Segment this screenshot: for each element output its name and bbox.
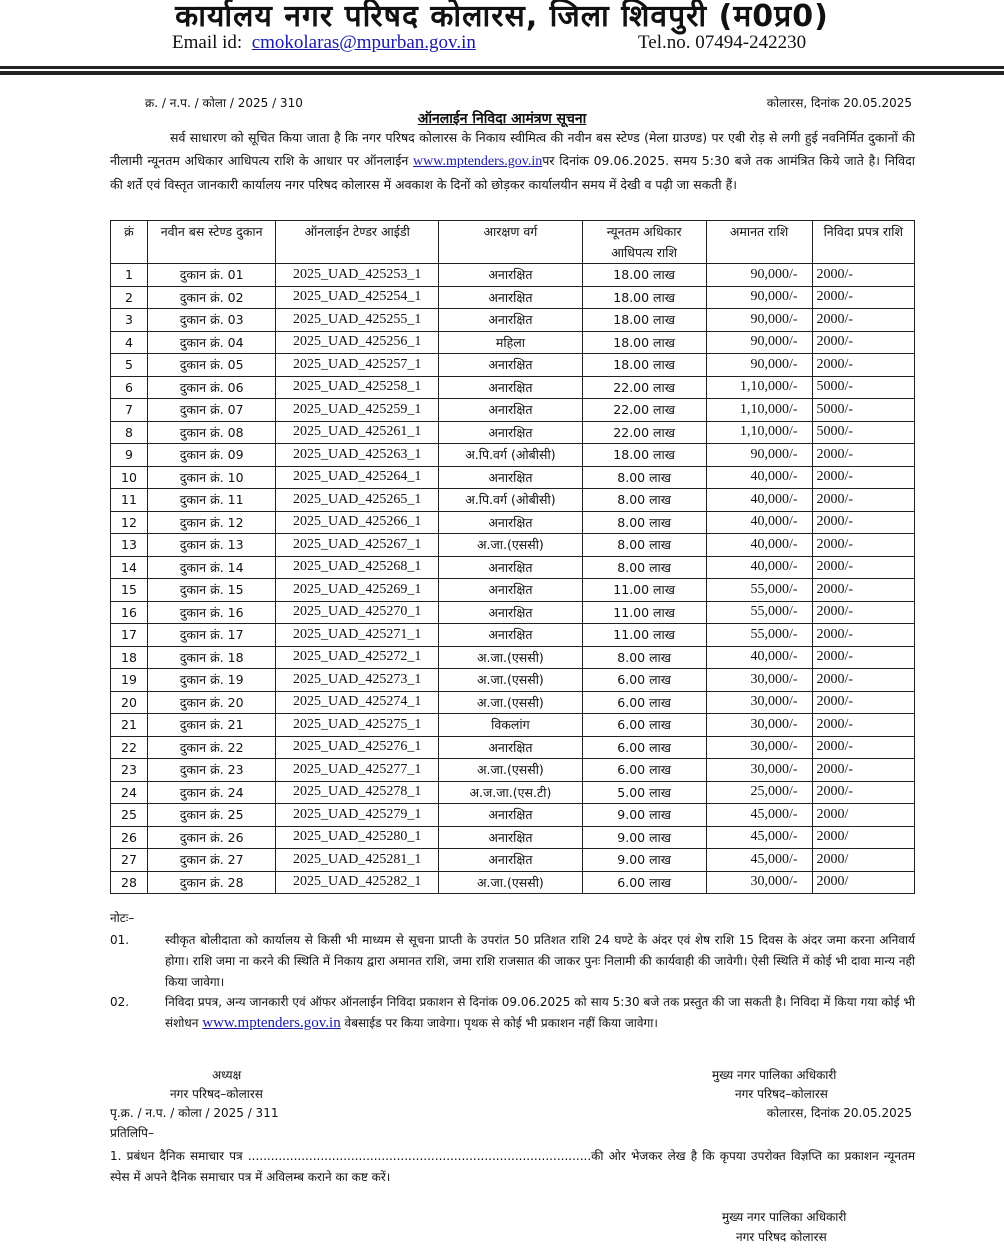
shop-cell: दुकान क्रं. 05	[147, 354, 275, 377]
category-cell: अ.जा.(एससी)	[439, 759, 583, 782]
tender-id-cell: 2025_UAD_425281_1	[276, 849, 439, 872]
serial-cell: 2	[111, 286, 148, 309]
serial-cell: 4	[111, 331, 148, 354]
tender-id-cell: 2025_UAD_425268_1	[276, 556, 439, 579]
tender-id-cell: 2025_UAD_425270_1	[276, 601, 439, 624]
serial-cell: 6	[111, 376, 148, 399]
category-cell: अ.जा.(एससी)	[439, 691, 583, 714]
form-fee-cell: 2000/-	[812, 759, 914, 782]
table-row	[111, 849, 915, 872]
shop-cell: दुकान क्रं. 06	[147, 376, 275, 399]
form-fee-cell: 2000/	[812, 849, 914, 872]
min-amount-cell: 22.00 लाख	[582, 399, 706, 422]
final-signatory-title: मुख्य नगर पालिका अधिकारी	[722, 1210, 847, 1224]
table-row	[111, 444, 915, 467]
tender-id-cell: 2025_UAD_425264_1	[276, 466, 439, 489]
category-cell: अनारक्षित	[439, 286, 583, 309]
form-fee-cell: 2000/-	[812, 601, 914, 624]
column-header: निविदा प्रपत्र राशि	[812, 221, 914, 264]
form-fee-cell: 2000/	[812, 871, 914, 894]
form-fee-cell: 2000/-	[812, 466, 914, 489]
shop-cell: दुकान क्रं. 21	[147, 714, 275, 737]
serial-cell: 19	[111, 669, 148, 692]
min-amount-cell: 6.00 लाख	[582, 871, 706, 894]
deposit-cell: 90,000/-	[706, 444, 812, 467]
category-cell: अनारक्षित	[439, 421, 583, 444]
table-row	[111, 871, 915, 894]
category-cell: अ.पि.वर्ग (ओबीसी)	[439, 489, 583, 512]
table-row	[111, 804, 915, 827]
serial-cell: 16	[111, 601, 148, 624]
chairman-office: नगर परिषद–कोलारस	[170, 1087, 263, 1101]
form-fee-cell: 2000/-	[812, 556, 914, 579]
table-row	[111, 286, 915, 309]
serial-cell: 27	[111, 849, 148, 872]
tender-id-cell: 2025_UAD_425277_1	[276, 759, 439, 782]
shop-cell: दुकान क्रं. 27	[147, 849, 275, 872]
telephone: Tel.no. 07494-242230	[638, 32, 807, 53]
tender-site-link[interactable]: www.mptenders.gov.in	[413, 154, 543, 169]
min-amount-cell: 8.00 लाख	[582, 466, 706, 489]
table-row	[111, 826, 915, 849]
form-fee-cell: 2000/-	[812, 354, 914, 377]
table-row	[111, 534, 915, 557]
deposit-cell: 1,10,000/-	[706, 376, 812, 399]
shop-cell: दुकान क्रं. 03	[147, 309, 275, 332]
category-cell: अनारक्षित	[439, 399, 583, 422]
column-header: नवीन बस स्टेण्ड दुकान	[147, 221, 275, 264]
min-amount-cell: 9.00 लाख	[582, 849, 706, 872]
serial-cell: 12	[111, 511, 148, 534]
table-row	[111, 331, 915, 354]
min-amount-cell: 8.00 लाख	[582, 646, 706, 669]
form-fee-cell: 2000/-	[812, 309, 914, 332]
tender-id-cell: 2025_UAD_425273_1	[276, 669, 439, 692]
min-amount-cell: 18.00 लाख	[582, 354, 706, 377]
column-header: न्यूनतम अधिकार आधिपत्य राशि	[582, 221, 706, 264]
serial-cell: 25	[111, 804, 148, 827]
category-cell: अनारक्षित	[439, 354, 583, 377]
table-row	[111, 646, 915, 669]
note-1-number: 01.	[110, 933, 130, 947]
final-signatory-office: नगर परिषद कोलारस	[736, 1230, 827, 1244]
intro-text: सर्व साधारण को सूचित किया जाता है कि नगर परिषद कोलारस के निकाय स्वीमित्व की नवीन बस स्टेण्ड (मेला ग्राउण्ड) पर एबी रोड़ से लगी हुई नवनिर्मित दुकानों की नीलामी न्यूनतम अधिकार आधिपत्य राशि के आधार पर ऑनलाईन	[110, 130, 915, 168]
min-amount-cell: 9.00 लाख	[582, 804, 706, 827]
serial-cell: 21	[111, 714, 148, 737]
deposit-cell: 30,000/-	[706, 669, 812, 692]
copy-ref-number: पृ.क्र. / न.प. / कोला / 2025 / 311	[110, 1106, 279, 1120]
deposit-cell: 55,000/-	[706, 624, 812, 647]
serial-cell: 18	[111, 646, 148, 669]
form-fee-cell: 2000/-	[812, 331, 914, 354]
deposit-cell: 30,000/-	[706, 736, 812, 759]
shop-cell: दुकान क्रं. 26	[147, 826, 275, 849]
table-row	[111, 376, 915, 399]
form-fee-cell: 2000/	[812, 826, 914, 849]
serial-cell: 1	[111, 264, 148, 287]
shop-cell: दुकान क्रं. 09	[147, 444, 275, 467]
form-fee-cell: 2000/-	[812, 624, 914, 647]
form-fee-cell: 2000/-	[812, 579, 914, 602]
deposit-cell: 90,000/-	[706, 354, 812, 377]
shop-cell: दुकान क्रं. 15	[147, 579, 275, 602]
tender-id-cell: 2025_UAD_425257_1	[276, 354, 439, 377]
tender-id-cell: 2025_UAD_425266_1	[276, 511, 439, 534]
note-2-number: 02.	[110, 995, 130, 1009]
serial-cell: 10	[111, 466, 148, 489]
serial-cell: 28	[111, 871, 148, 894]
category-cell: अनारक्षित	[439, 601, 583, 624]
tender-id-cell: 2025_UAD_425256_1	[276, 331, 439, 354]
column-header: ऑनलाईन टेण्डर आईडी	[276, 221, 439, 264]
table-row	[111, 556, 915, 579]
shop-cell: दुकान क्रं. 10	[147, 466, 275, 489]
category-cell: अ.जा.(एससी)	[439, 646, 583, 669]
tender-id-cell: 2025_UAD_425280_1	[276, 826, 439, 849]
min-amount-cell: 22.00 लाख	[582, 421, 706, 444]
notes-label: नोटः–	[110, 911, 135, 925]
shop-cell: दुकान क्रं. 18	[147, 646, 275, 669]
deposit-cell: 45,000/-	[706, 826, 812, 849]
deposit-cell: 40,000/-	[706, 511, 812, 534]
table-row	[111, 579, 915, 602]
table-row	[111, 511, 915, 534]
shop-cell: दुकान क्रं. 16	[147, 601, 275, 624]
shop-cell: दुकान क्रं. 14	[147, 556, 275, 579]
min-amount-cell: 5.00 लाख	[582, 781, 706, 804]
table-row	[111, 309, 915, 332]
min-amount-cell: 6.00 लाख	[582, 691, 706, 714]
min-amount-cell: 6.00 लाख	[582, 736, 706, 759]
category-cell: अ.पि.वर्ग (ओबीसी)	[439, 444, 583, 467]
category-cell: अनारक्षित	[439, 376, 583, 399]
category-cell: अनारक्षित	[439, 511, 583, 534]
deposit-cell: 30,000/-	[706, 759, 812, 782]
notice-title: ऑनलाईन निविदा आमंत्रण सूचना	[417, 111, 587, 127]
note-tender-site-link[interactable]: www.mptenders.gov.in	[202, 1015, 341, 1031]
header-rule	[0, 71, 1004, 75]
shop-cell: दुकान क्रं. 02	[147, 286, 275, 309]
serial-cell: 8	[111, 421, 148, 444]
serial-cell: 22	[111, 736, 148, 759]
shop-cell: दुकान क्रं. 25	[147, 804, 275, 827]
deposit-cell: 45,000/-	[706, 849, 812, 872]
intro-paragraph	[110, 126, 915, 196]
form-fee-cell: 5000/-	[812, 376, 914, 399]
table-row	[111, 489, 915, 512]
table-row	[111, 669, 915, 692]
min-amount-cell: 11.00 लाख	[582, 579, 706, 602]
deposit-cell: 90,000/-	[706, 331, 812, 354]
category-cell: अनारक्षित	[439, 804, 583, 827]
ref-date: कोलारस, दिनांक 20.05.2025	[766, 96, 912, 110]
shop-cell: दुकान क्रं. 07	[147, 399, 275, 422]
tender-id-cell: 2025_UAD_425275_1	[276, 714, 439, 737]
form-fee-cell: 2000/-	[812, 646, 914, 669]
serial-cell: 24	[111, 781, 148, 804]
category-cell: अनारक्षित	[439, 579, 583, 602]
min-amount-cell: 8.00 लाख	[582, 556, 706, 579]
tender-id-cell: 2025_UAD_425254_1	[276, 286, 439, 309]
table-row	[111, 759, 915, 782]
cmo-office: नगर परिषद–कोलारस	[735, 1087, 828, 1101]
category-cell: अनारक्षित	[439, 309, 583, 332]
copy-label: प्रतिलिपि–	[110, 1126, 154, 1140]
table-row	[111, 264, 915, 287]
min-amount-cell: 22.00 लाख	[582, 376, 706, 399]
tender-id-cell: 2025_UAD_425271_1	[276, 624, 439, 647]
serial-cell: 5	[111, 354, 148, 377]
tender-table	[110, 220, 915, 894]
table-row	[111, 354, 915, 377]
form-fee-cell: 2000/-	[812, 669, 914, 692]
serial-cell: 11	[111, 489, 148, 512]
serial-cell: 26	[111, 826, 148, 849]
tender-id-cell: 2025_UAD_425265_1	[276, 489, 439, 512]
tender-id-cell: 2025_UAD_425259_1	[276, 399, 439, 422]
form-fee-cell: 5000/-	[812, 399, 914, 422]
table-row	[111, 399, 915, 422]
email-line	[172, 32, 476, 54]
min-amount-cell: 11.00 लाख	[582, 601, 706, 624]
tender-id-cell: 2025_UAD_425267_1	[276, 534, 439, 557]
deposit-cell: 55,000/-	[706, 579, 812, 602]
table-row	[111, 624, 915, 647]
serial-cell: 3	[111, 309, 148, 332]
category-cell: अनारक्षित	[439, 264, 583, 287]
category-cell: अनारक्षित	[439, 736, 583, 759]
category-cell: अनारक्षित	[439, 849, 583, 872]
min-amount-cell: 18.00 लाख	[582, 264, 706, 287]
min-amount-cell: 18.00 लाख	[582, 309, 706, 332]
deposit-cell: 30,000/-	[706, 691, 812, 714]
category-cell: महिला	[439, 331, 583, 354]
shop-cell: दुकान क्रं. 04	[147, 331, 275, 354]
min-amount-cell: 6.00 लाख	[582, 714, 706, 737]
tender-id-cell: 2025_UAD_425272_1	[276, 646, 439, 669]
tender-id-cell: 2025_UAD_425258_1	[276, 376, 439, 399]
category-cell: अ.जा.(एससी)	[439, 871, 583, 894]
form-fee-cell: 2000/-	[812, 286, 914, 309]
form-fee-cell: 2000/-	[812, 736, 914, 759]
shop-cell: दुकान क्रं. 08	[147, 421, 275, 444]
form-fee-cell: 2000/-	[812, 511, 914, 534]
form-fee-cell: 2000/-	[812, 691, 914, 714]
shop-cell: दुकान क्रं. 01	[147, 264, 275, 287]
min-amount-cell: 6.00 लाख	[582, 759, 706, 782]
deposit-cell: 90,000/-	[706, 264, 812, 287]
form-fee-cell: 2000/	[812, 804, 914, 827]
column-header: आरक्षण वर्ग	[439, 221, 583, 264]
shop-cell: दुकान क्रं. 12	[147, 511, 275, 534]
min-amount-cell: 18.00 लाख	[582, 286, 706, 309]
deposit-cell: 40,000/-	[706, 646, 812, 669]
category-cell: अ.ज.जा.(एस.टी)	[439, 781, 583, 804]
min-amount-cell: 8.00 लाख	[582, 511, 706, 534]
note-1: स्वीकृत बोलीदाता को कार्यालय से किसी भी माध्यम से सूचना प्राप्ती के उपरांत 50 प्रतिशत राशि 24 घण्टे के अंदर एवं शेष राशि 15 दिवस के अंदर जमा करना अनिवार्य होगा। राशि जमा ना करने की स्थिति में निकाय द्वारा अमानत राशि, जमा राशि राजसात की जाकर पुनः निलामी की कार्यवाही की जावेगी। ऐसी स्थिति में कोई भी दावा मान्य नही किया जावेगा।	[165, 933, 915, 989]
note-2	[165, 992, 915, 1034]
category-cell: अनारक्षित	[439, 466, 583, 489]
shop-cell: दुकान क्रं. 13	[147, 534, 275, 557]
shop-cell: दुकान क्रं. 20	[147, 691, 275, 714]
serial-cell: 17	[111, 624, 148, 647]
table-row	[111, 466, 915, 489]
form-fee-cell: 2000/-	[812, 264, 914, 287]
cmo-title: मुख्य नगर पालिका अधिकारी	[712, 1068, 837, 1082]
min-amount-cell: 18.00 लाख	[582, 331, 706, 354]
deposit-cell: 55,000/-	[706, 601, 812, 624]
serial-cell: 20	[111, 691, 148, 714]
shop-cell: दुकान क्रं. 22	[147, 736, 275, 759]
tender-id-cell: 2025_UAD_425279_1	[276, 804, 439, 827]
tender-id-cell: 2025_UAD_425261_1	[276, 421, 439, 444]
form-fee-cell: 2000/-	[812, 534, 914, 557]
table-row	[111, 736, 915, 759]
tender-id-cell: 2025_UAD_425269_1	[276, 579, 439, 602]
category-cell: अ.जा.(एससी)	[439, 534, 583, 557]
serial-cell: 15	[111, 579, 148, 602]
deposit-cell: 40,000/-	[706, 489, 812, 512]
category-cell: अनारक्षित	[439, 556, 583, 579]
shop-cell: दुकान क्रं. 24	[147, 781, 275, 804]
deposit-cell: 45,000/-	[706, 804, 812, 827]
category-cell: अनारक्षित	[439, 624, 583, 647]
email-label: Email id:	[172, 32, 243, 53]
header-rule	[0, 66, 1004, 69]
note-2-text-2: वेबसाईड पर किया जावेगा। पृथक से कोई भी प्रकाशन नहीं किया जावेगा।	[340, 1016, 658, 1030]
shop-cell: दुकान क्रं. 11	[147, 489, 275, 512]
tender-id-cell: 2025_UAD_425278_1	[276, 781, 439, 804]
table-row	[111, 601, 915, 624]
category-cell: विकलांग	[439, 714, 583, 737]
deposit-cell: 30,000/-	[706, 871, 812, 894]
form-fee-cell: 2000/-	[812, 489, 914, 512]
table-row	[111, 714, 915, 737]
deposit-cell: 90,000/-	[706, 286, 812, 309]
deposit-cell: 40,000/-	[706, 556, 812, 579]
office-title: कार्यालय नगर परिषद कोलारस, जिला शिवपुरी (म0प्र0)	[175, 0, 829, 34]
form-fee-cell: 2000/-	[812, 444, 914, 467]
form-fee-cell: 5000/-	[812, 421, 914, 444]
email-link[interactable]: cmokolaras@mpurban.gov.in	[251, 32, 476, 53]
tender-id-cell: 2025_UAD_425255_1	[276, 309, 439, 332]
deposit-cell: 40,000/-	[706, 534, 812, 557]
intro-text-2: पर दिनांक 09.06.2025. समय 5:30 बजे तक आमंत्रित किये जाते है। निविदा की शर्ते एवं विस्तृत जानकारी कार्यालय नगर परिषद कोलारस में अवकाश के दिनों को छोड़कर कार्यालयीन समय में देखी व पढ़ी जा सकती हैं।	[110, 153, 915, 192]
table-row	[111, 781, 915, 804]
chairman-title: अध्यक्ष	[212, 1068, 242, 1082]
copy-instruction: 1. प्रबंधन दैनिक समाचार पत्र ..........................................................................................की ओर भेजकर लेख है कि कृपया उपरोक्त विज्ञप्ति का प्रकाशन न्यूनतम स्पेस में अपने दैनिक समाचार पत्र में अविलम्ब कराने का कष्ट करें।	[110, 1149, 915, 1184]
deposit-cell: 1,10,000/-	[706, 399, 812, 422]
form-fee-cell: 2000/-	[812, 781, 914, 804]
column-header: क्रं	[111, 221, 148, 264]
min-amount-cell: 8.00 लाख	[582, 534, 706, 557]
tender-id-cell: 2025_UAD_425263_1	[276, 444, 439, 467]
tender-id-cell: 2025_UAD_425253_1	[276, 264, 439, 287]
category-cell: अ.जा.(एससी)	[439, 669, 583, 692]
shop-cell: दुकान क्रं. 23	[147, 759, 275, 782]
note-2-text: निविदा प्रपत्र, अन्य जानकारी एवं ऑफर ऑनलाईन निविदा प्रकाशन से दिनांक 09.06.2025 को साय 5:30 बजे तक प्रस्तुत की जा सकती है। निविदा में किया गया कोई भी संशोधन	[165, 995, 915, 1030]
serial-cell: 13	[111, 534, 148, 557]
serial-cell: 9	[111, 444, 148, 467]
serial-cell: 14	[111, 556, 148, 579]
deposit-cell: 90,000/-	[706, 309, 812, 332]
column-header: अमानत राशि	[706, 221, 812, 264]
serial-cell: 7	[111, 399, 148, 422]
deposit-cell: 1,10,000/-	[706, 421, 812, 444]
shop-cell: दुकान क्रं. 28	[147, 871, 275, 894]
deposit-cell: 30,000/-	[706, 714, 812, 737]
category-cell: अनारक्षित	[439, 826, 583, 849]
shop-cell: दुकान क्रं. 17	[147, 624, 275, 647]
serial-cell: 23	[111, 759, 148, 782]
min-amount-cell: 6.00 लाख	[582, 669, 706, 692]
tender-id-cell: 2025_UAD_425274_1	[276, 691, 439, 714]
table-row	[111, 691, 915, 714]
form-fee-cell: 2000/-	[812, 714, 914, 737]
deposit-cell: 40,000/-	[706, 466, 812, 489]
table-row	[111, 421, 915, 444]
min-amount-cell: 9.00 लाख	[582, 826, 706, 849]
shop-cell: दुकान क्रं. 19	[147, 669, 275, 692]
tender-id-cell: 2025_UAD_425276_1	[276, 736, 439, 759]
ref-number: क्र. / न.प. / कोला / 2025 / 310	[145, 96, 303, 110]
min-amount-cell: 8.00 लाख	[582, 489, 706, 512]
min-amount-cell: 18.00 लाख	[582, 444, 706, 467]
min-amount-cell: 11.00 लाख	[582, 624, 706, 647]
copy-ref-date: कोलारस, दिनांक 20.05.2025	[766, 1106, 912, 1120]
tender-id-cell: 2025_UAD_425282_1	[276, 871, 439, 894]
deposit-cell: 25,000/-	[706, 781, 812, 804]
